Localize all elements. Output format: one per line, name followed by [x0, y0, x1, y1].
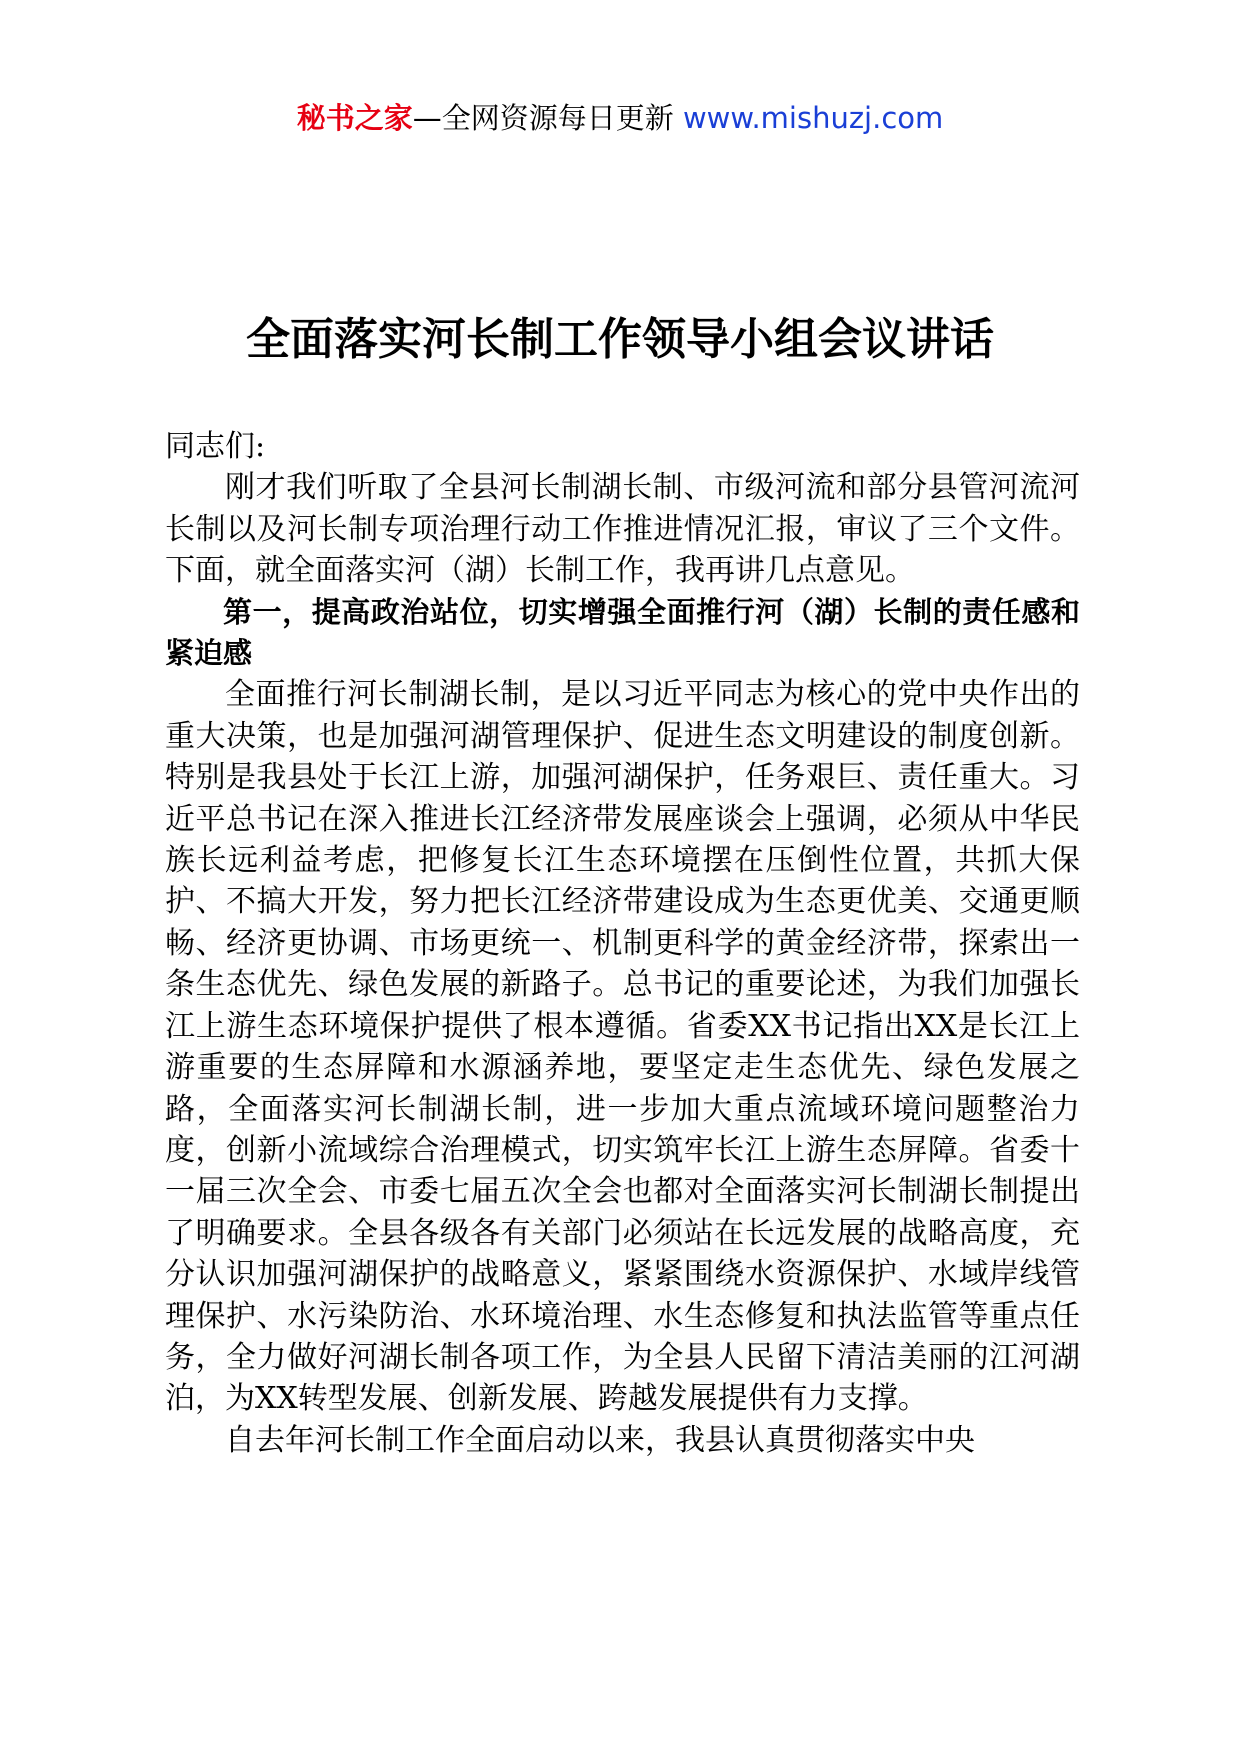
- site-header: [0, 98, 1240, 138]
- document-body: [165, 426, 1080, 1461]
- body-paragraph: 全面推行河长制湖长制，是以习近平同志为核心的党中央作出的重大决策，也是加强河湖管理保护、促进生态文明建设的制度创新。特别是我县处于长江上游，加强河湖保护，任务艰巨、责任重大。习近平总书记在深入推进长江经济带发展座谈会上强调，必须从中华民族长远利益考虑，把修复长江生态环境摆在压倒性位置，共抓大保护、不搞大开发，努力把长江经济带建设成为生态更优美、交通更顺畅、经济更协调、市场更统一、机制更科学的黄金经济带，探索出一条生态优先、绿色发展的新路子。总书记的重要论述，为我们加强长江上游生态环境保护提供了根本遵循。省委XX书记指出XX是长江上游重要的生态屏障和水源涵养地，要坚定走生态优先、绿色发展之路，全面落实河长制湖长制，进一步加大重点流域环境问题整治力度，创新小流域综合治理模式，切实筑牢长江上游生态屏障。省委十一届三次全会、市委七届五次全会也都对全面落实河长制湖长制提出了明确要求。全县各级各有关部门必须站在长远发展的战略高度，充分认识加强河湖保护的战略意义，紧紧围绕水资源保护、水域岸线管理保护、水污染防治、水环境治理、水生态修复和执法监管等重点任务，全力做好河湖长制各项工作，为全县人民留下清洁美丽的江河湖泊，为XX转型发展、创新发展、跨越发展提供有力支撑。: [165, 677, 1080, 1417]
- site-tagline: —全网资源每日更新: [412, 101, 674, 135]
- site-brand: 秘书之家: [296, 101, 413, 135]
- site-url-link[interactable]: www.mishuzj.com: [682, 101, 944, 135]
- document-title: 全面落实河长制工作领导小组会议讲话: [246, 314, 994, 365]
- body-paragraph: 自去年河长制工作全面启动以来，我县认真贯彻落实中央: [225, 1422, 975, 1458]
- section-heading: 第一，提高政治站位，切实增强全面推行河（湖）长制的责任感和紧迫感: [165, 594, 1080, 671]
- salutation: 同志们:: [165, 429, 266, 464]
- body-paragraph: 刚才我们听取了全县河长制湖长制、市级河流和部分县管河流河长制以及河长制专项治理行动工作推进情况汇报，审议了三个文件。下面，就全面落实河（湖）长制工作，我再讲几点意见。: [165, 470, 1080, 589]
